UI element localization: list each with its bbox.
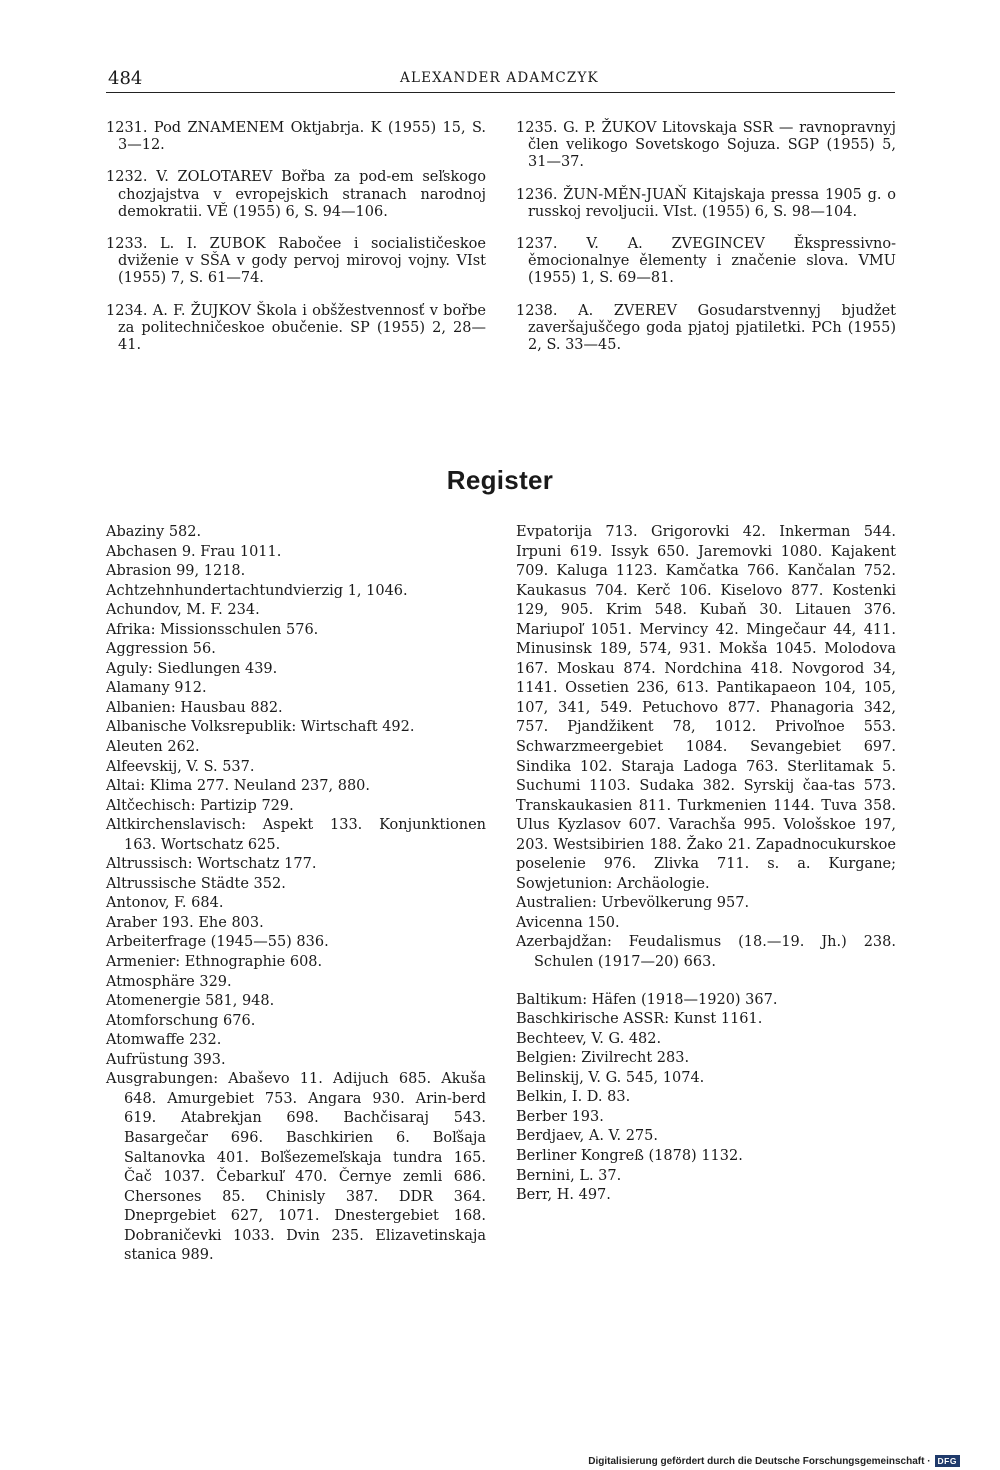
bibliography-right-column [516,120,896,369]
register-entry: Avicenna 150. [516,914,620,931]
register-entry: Albanien: Hausbau 882. [106,699,283,716]
page-number: 484 [108,68,143,89]
register-entry: Berber 193. [516,1108,604,1125]
register-entry-continuation: Evpatorija 713. Grigorovki 42. Inkerman 544. Irpuni 619. Issyk 650. Jaremovki 1080. Kajakent 709. Kaluga 1123. Kamčatka 766. Kančalan 752. Kaukasus 704. Kerč 106. Kiselovo 877. Kostenki 129, 905. Krim 548. Kubaň 30. Litauen 376. Mariupoľ 1051. Mervincy 42. Mingečaur 44, 411. Minusinsk 189, 574, 931. Mokša 1045. Molodova 167. Moskau 874. Nordchina 418. Novgorod 34, 1141. Ossetien 236, 613. Pantikapaeon 104, 105, 107, 341, 549. Petuchovo 877. Phanagoria 342, 757. Pjandžikent 78, 1012. Privoľnoe 553. Schwarzmeergebiet 1084. Sevangebiet 697. Sindika 102. Staraja Ladoga 763. Sterlitamak 5. Suchumi 1103. Sudaka 382. Syrskij čaa-tas 573. Transkaukasien 811. Turkmenien 1144. Tuva 358. Ulus Kyzlasov 607. Varachša 995. Vološskoe 197, 203. Westsibirien 188. Žako 21. Zapadnocukurskoe poselenie 976. Zlivka 711. s. a. Kurgane; Sowjetunion: Archäologie. [516,524,896,892]
register-entry: Bechteev, V. G. 482. [516,1030,662,1047]
register-entry: Aguly: Siedlungen 439. [106,660,278,677]
register-left-column [106,523,486,1266]
register-entry: Berliner Kongreß (1878) 1132. [516,1147,743,1164]
register-entry: Baltikum: Häfen (1918—1920) 367. [516,991,778,1008]
register-entry: Altkirchenslavisch: Aspekt 133. Konjunktionen 163. Wortschatz 625. [106,817,486,853]
register-entry: Ausgrabungen: Abaševo 11. Adijuch 685. Akuša 648. Amurgebiet 753. Angara 930. Arin-berd 619. Atabrekjan 698. Bachčisaraj 543. Basargečar 696. Baschkirien 6. Boľšaja Saltanovka 401. Boľšezemeľskaja tundra 165. Čač 1037. Čebarkuľ 470. Černye zemli 686. Chersones 85. Chinisly 387. DDR 364. Dneprgebiet 627, 1071. Dnestergebiet 168. Dobraničevki 1033. Dvin 235. Elizavetinskaja stanica 989. [106,1071,486,1264]
register-entry: Alfeevskij, V. S. 537. [106,758,255,775]
register-entry: Armenier: Ethnographie 608. [106,954,323,971]
bib-entry: 1232. V. ZOLOTAREV Bořba za pod-em seľskogo chozjajstva v evropejskich stranach narodnoj demokratii. VĚ (1955) 6, S. 94—106. [106,169,486,220]
register-entry: Achtzehnhundertachtundvierzig 1, 1046. [106,582,408,599]
register-entry: Belgien: Zivilrecht 283. [516,1050,690,1067]
dfg-logo: DFG [935,1455,960,1467]
bib-entry: 1234. A. F. ŽUJKOV Škola i obšžestvennosť v bořbe za politechničeskoe obučenie. SP (1955) 2, 28—41. [106,302,486,354]
register-entry: Baschkirische ASSR: Kunst 1161. [516,1011,763,1028]
bib-entry: 1231. Pod ZNAMENEM Oktjabrja. K (1955) 15, S. 3—12. [106,120,486,154]
register-entry: Atmosphäre 329. [106,973,232,990]
register-entry: Albanische Volksrepublik: Wirtschaft 492. [106,719,415,736]
register-entry: Abchasen 9. Frau 1011. [106,543,282,560]
register-entry: Altrussisch: Wortschatz 177. [106,856,317,873]
register-entry: Atomenergie 581, 948. [106,993,275,1010]
register-right-column [516,523,896,1206]
bibliography-left-column [106,120,486,369]
register-entry: Abaziny 582. [106,524,202,540]
register-entry: Aggression 56. [106,641,216,658]
digitization-credit [588,1455,960,1467]
register-entry: Berdjaev, A. V. 275. [516,1128,658,1145]
register-entry: Belkin, I. D. 83. [516,1089,631,1106]
register-entry: Australien: Urbevölkerung 957. [516,895,750,912]
register-entry: Berr, H. 497. [516,1187,611,1204]
register-entry: Abrasion 99, 1218. [106,563,246,580]
register-title: Register [446,465,554,496]
register-entry: Altai: Klima 277. Neuland 237, 880. [106,778,371,795]
register-entry: Belinskij, V. G. 545, 1074. [516,1069,705,1086]
bib-entry: 1238. A. ZVEREV Gosudarstvennyj bjudžet zaveršajuščego goda pjatoj pjatiletki. PCh (1955) 2, S. 33—45. [516,302,896,354]
bib-entry: 1237. V. A. ZVEGINCEV Ěkspressivno-ěmocionalnye ělementy i značenie slova. VMU (1955) 1, S. 69—81. [516,236,896,287]
register-entry: Atomwaffe 232. [106,1032,222,1049]
credit-text: Digitalisierung gefördert durch die Deutsche Forschungsgemeinschaft · [588,1455,931,1467]
register-entry: Aleuten 262. [106,739,200,756]
register-entry: Achundov, M. F. 234. [106,602,260,619]
register-entry: Afrika: Missionsschulen 576. [106,621,319,638]
bib-entry: 1236. ŽUN-MĚN-JUAŇ Kitajskaja pressa 1905 g. o russkoj revoljucii. VIst. (1955) 6, S. 98—104. [516,186,896,220]
running-head: ALEXANDER ADAMCZYK [400,70,599,86]
register-entry: Antonov, F. 684. [106,895,224,912]
bib-entry: 1233. L. I. ZUBOK Rabočee i socialističeskoe dviženie v SŠA v gody pervoj mirovoj vojny. VIst (1955) 7, S. 61—74. [106,236,486,287]
register-entry: Azerbajdžan: Feudalismus (18.—19. Jh.) 238. Schulen (1917—20) 663. [516,934,896,971]
register-entry: Araber 193. Ehe 803. [106,914,264,931]
register-entry: Altčechisch: Partizip 729. [106,797,294,814]
bib-entry: 1235. G. P. ŽUKOV Litovskaja SSR — ravnopravnyj člen velikogo Sovetskogo Sojuza. SGP (1955) 5, 31—37. [516,120,896,171]
register-entry: Bernini, L. 37. [516,1167,622,1184]
register-entry: Arbeiterfrage (1945—55) 836. [106,934,329,951]
register-entry: Alamany 912. [106,680,207,697]
register-entry: Aufrüstung 393. [106,1051,226,1068]
register-entry: Atomforschung 676. [106,1012,256,1029]
register-entry: Altrussische Städte 352. [106,875,286,892]
header-rule [106,92,895,93]
